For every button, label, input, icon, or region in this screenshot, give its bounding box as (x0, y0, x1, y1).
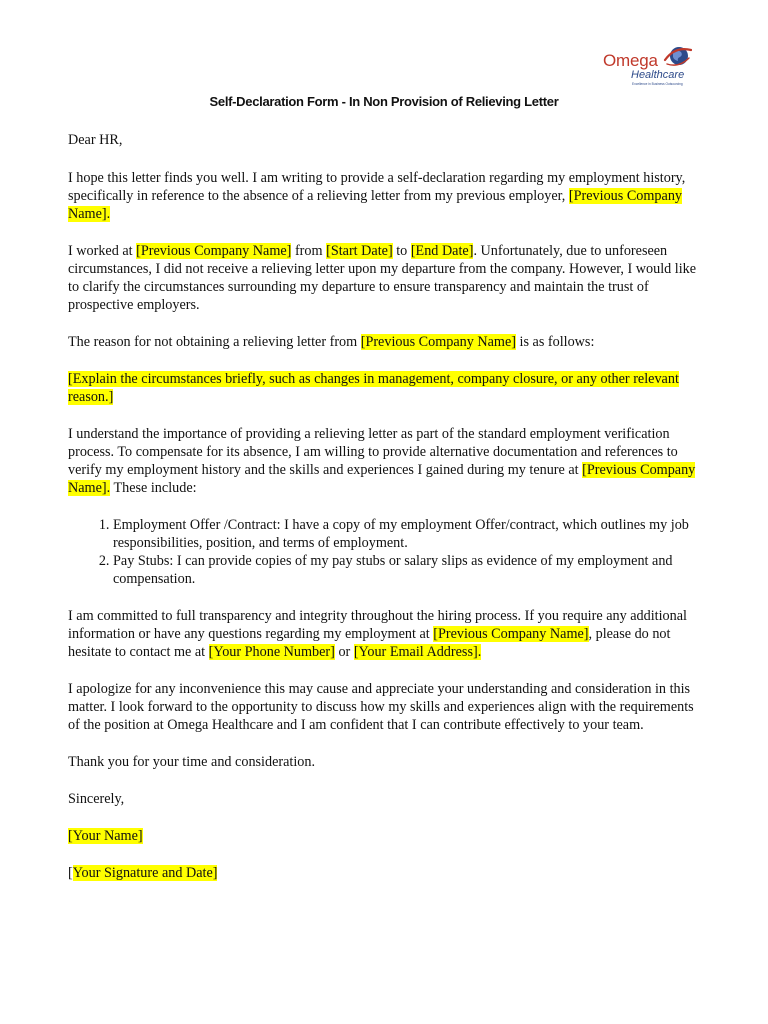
globe-icon (662, 44, 692, 70)
placeholder-previous-company: [Previous Company Name] (136, 243, 292, 259)
letter-body (68, 131, 702, 901)
text-run: is as follows: (515, 334, 595, 350)
placeholder-end-date: [End Date] (410, 243, 474, 259)
text-run: I worked at (68, 243, 137, 259)
paragraph-thanks: Thank you for your time and consideration. (68, 754, 316, 770)
logo-brand-top: Omega (603, 51, 658, 70)
list-item: 1. Employment Offer /Contract: I have a copy of my employment Offer/contract, which outlines my job responsibilities, position, and terms of employment. (113, 516, 702, 552)
placeholder-start-date: [Start Date] (326, 243, 393, 259)
text-run: . Unfortunately, due to unforeseen circumstances, I did not receive a relieving letter upon my departure from the company. However, I would like to clarify the circumstances surrounding my departure to ensure transparency and maintain the trust of prospective employers. (68, 243, 697, 313)
signature-line (68, 864, 702, 882)
paragraph-contact (68, 607, 702, 661)
documents-list (68, 516, 702, 588)
placeholder-email-address: [Your Email Address]. (353, 644, 482, 660)
placeholder-previous-company: [Previous Company Name] (360, 334, 516, 350)
text-run: [ (68, 865, 73, 881)
signatory-name (68, 827, 702, 845)
placeholder-phone-number: [Your Phone Number] (208, 644, 335, 660)
text-run: or (334, 644, 354, 660)
document-title: Self-Declaration Form - In Non Provision of Relieving Letter (209, 94, 559, 109)
text-run: , please do not hesitate to contact me at (68, 626, 671, 660)
company-logo (600, 44, 695, 90)
paragraph-alternatives (68, 425, 702, 497)
placeholder-signature-date: Your Signature and Date] (72, 865, 218, 881)
placeholder-previous-company: [Previous Company Name]. (68, 188, 683, 222)
placeholder-previous-company: [Previous Company Name]. (68, 462, 696, 496)
paragraph-employment-period (68, 242, 702, 314)
text-run: I understand the importance of providing a relieving letter as part of the standard employment verification process. To compensate for its absence, I am willing to provide alternative documentation and references to verify my employment history and the skills and experiences I gained during my tenure at (68, 426, 678, 478)
placeholder-previous-company: [Previous Company Name] (433, 626, 589, 642)
text-run: I am committed to full transparency and integrity throughout the hiring process. If you require any additional information or have any questions regarding my employment at (68, 608, 687, 642)
logo-tagline: Excellence in Business Outsourcing (632, 82, 683, 86)
logo-brand-bottom: Healthcare (631, 69, 685, 81)
text-run: from (291, 243, 327, 259)
paragraph-reason-placeholder (68, 370, 702, 406)
text-run: I hope this letter finds you well. I am writing to provide a self-declaration regarding my employment history, specifically in reference to the absence of a relieving letter from my previous employer, (68, 170, 686, 204)
text-run: to (392, 243, 411, 259)
text-run: These include: (110, 480, 197, 496)
placeholder-your-name: [Your Name] (68, 828, 143, 844)
closing: Sincerely, (68, 791, 125, 807)
paragraph-intro (68, 169, 702, 223)
paragraph-reason-intro (68, 333, 702, 351)
text-run: The reason for not obtaining a relieving letter from (68, 334, 361, 350)
salutation: Dear HR, (68, 132, 123, 148)
list-item: 2. Pay Stubs: I can provide copies of my pay stubs or salary slips as evidence of my employment and compensation. (113, 552, 702, 588)
paragraph-apology: I apologize for any inconvenience this may cause and appreciate your understanding and consideration in this matter. I look forward to the opportunity to discuss how my skills and experiences align with the requirements of the position at Omega Healthcare and I am confident that I can contribute effectively to your team. (68, 681, 694, 733)
placeholder-explanation: [Explain the circumstances briefly, such as changes in management, company closure, or any other relevant reason.] (68, 371, 679, 405)
